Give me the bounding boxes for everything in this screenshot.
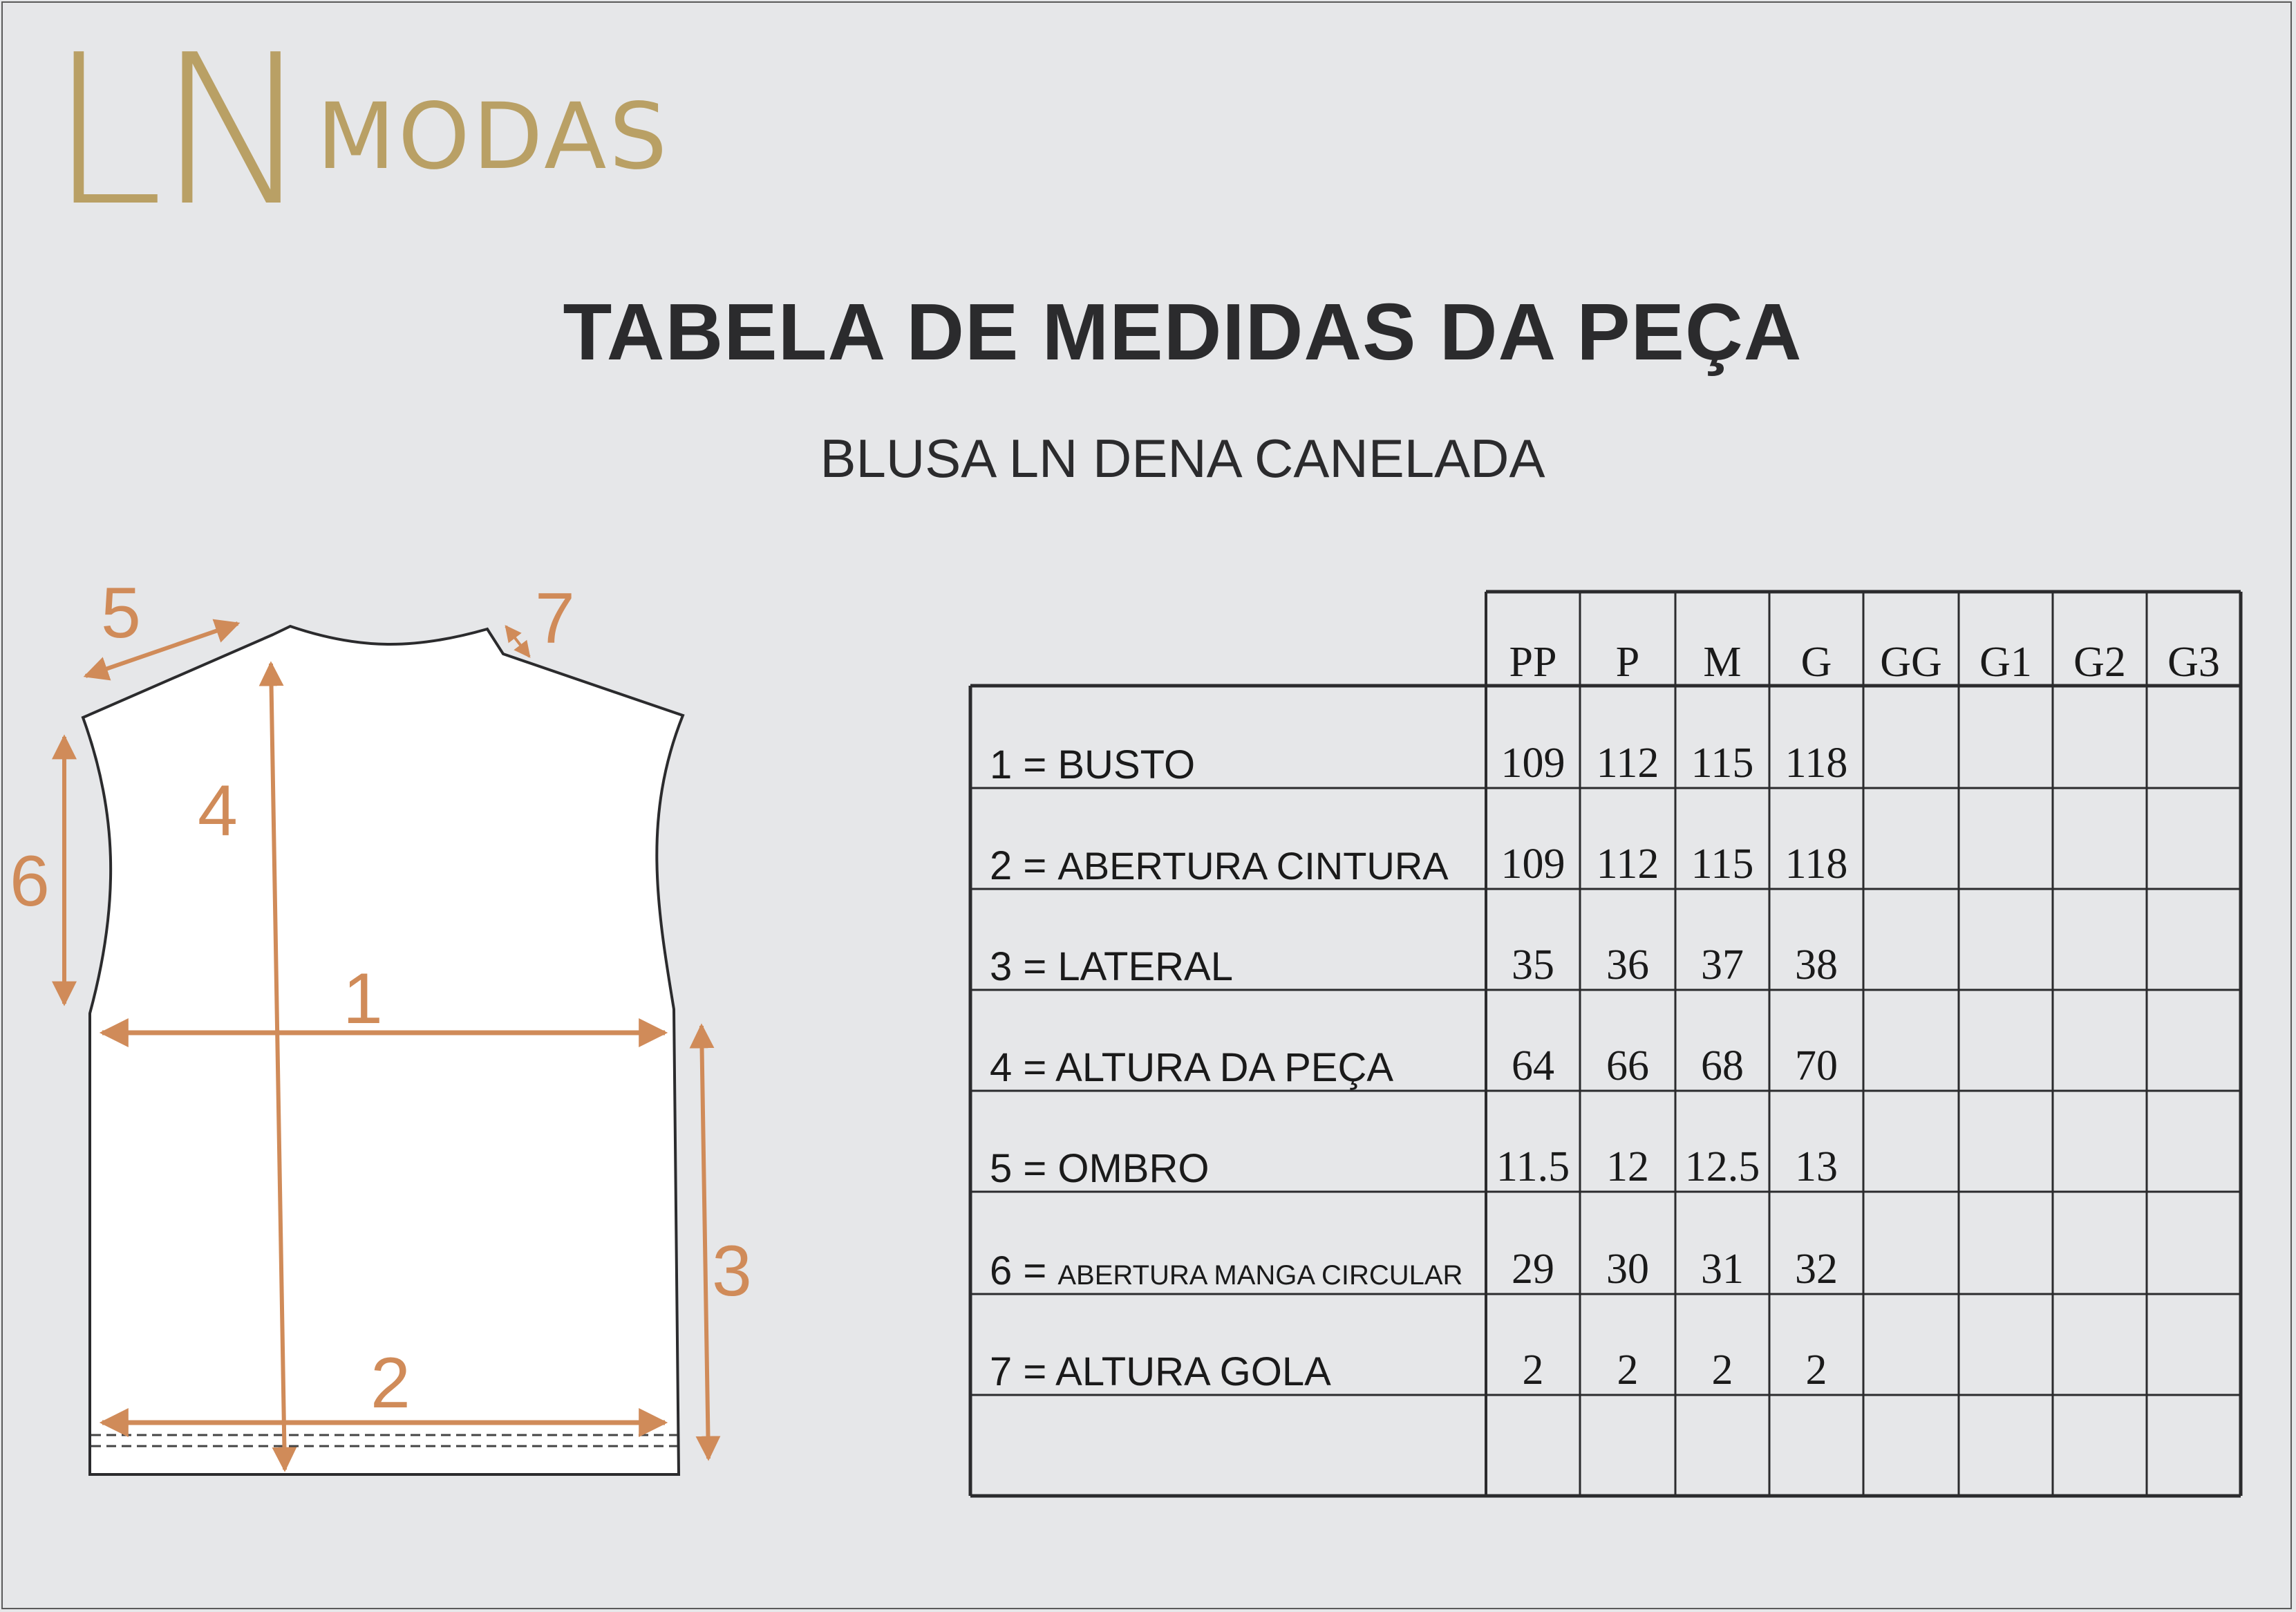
measure-label-7: 7 [535,579,575,659]
table-cell: 66 [1606,1042,1649,1089]
row-name: BUSTO [1057,742,1196,787]
table-cell: 29 [1512,1246,1554,1293]
table-cell: 118 [1785,841,1848,888]
size-header-gg: GG [1880,639,1942,686]
row-number: 5 = [990,1146,1047,1191]
table-cell: 38 [1795,941,1838,988]
row-number: 3 = [990,944,1047,989]
measure-label-6: 6 [10,841,50,921]
size-header-g1: G1 [1979,639,2032,686]
table-cell: 115 [1691,841,1754,888]
page-title: TABELA DE MEDIDAS DA PEÇA [563,287,1803,377]
table-row-label [990,843,1449,888]
size-header-m: M [1703,639,1742,686]
row-name: ALTURA DA PEÇA [1055,1045,1394,1090]
size-header-g2: G2 [2073,639,2126,686]
table-cell: 118 [1785,740,1848,787]
table-cell: 2 [1805,1347,1827,1394]
table-row-label [990,1146,1210,1191]
row-number: 7 = [990,1349,1047,1394]
table-cell: 109 [1500,841,1565,888]
measure-label-5: 5 [101,573,141,653]
table-cell: 12.5 [1684,1143,1760,1190]
brand-logo-name: MODAS [317,84,670,190]
table-cell: 2 [1522,1347,1544,1394]
measure-label-1: 1 [343,959,383,1039]
table-cell: 64 [1512,1042,1554,1089]
size-header-pp: PP [1509,639,1557,686]
row-number: 2 = [990,843,1047,888]
table-cell: 37 [1701,941,1744,988]
row-number: 1 = [990,742,1047,787]
table-row-label [990,944,1233,989]
table-cell: 70 [1795,1042,1838,1089]
size-header-g3: G3 [2167,639,2220,686]
row-name: ABERTURA MANGA CIRCULAR [1057,1260,1463,1291]
brand-logo-initials: LN [48,10,305,252]
table-cell: 2 [1711,1347,1733,1394]
size-header-p: P [1615,639,1640,686]
row-number: 6 = [990,1248,1047,1293]
table-row-label [990,1349,1331,1394]
table-cell: 36 [1606,941,1649,988]
page-subtitle: BLUSA LN DENA CANELADA [820,428,1545,489]
table-cell: 68 [1701,1042,1744,1089]
measure-label-2: 2 [370,1343,411,1423]
measure-label-4: 4 [198,771,238,851]
table-cell: 31 [1701,1246,1744,1293]
table-cell: 109 [1500,740,1565,787]
row-name: OMBRO [1057,1146,1210,1191]
row-number: 4 = [990,1045,1047,1090]
table-cell: 115 [1691,740,1754,787]
table-row-label [990,742,1195,787]
measure-label-3: 3 [712,1231,752,1311]
size-header-g: G [1800,639,1832,686]
table-cell: 32 [1795,1246,1838,1293]
table-cell: 35 [1512,941,1554,988]
table-cell: 112 [1596,740,1659,787]
table-cell: 13 [1795,1143,1838,1190]
row-name: ABERTURA CINTURA [1057,844,1449,888]
row-name: ALTURA GOLA [1055,1349,1331,1394]
table-cell: 112 [1596,841,1659,888]
table-row-label [990,1045,1393,1090]
table-cell: 12 [1606,1143,1649,1190]
table-cell: 30 [1606,1246,1649,1293]
row-name: LATERAL [1057,944,1233,989]
table-cell: 11.5 [1496,1143,1570,1190]
table-row-label [990,1248,1462,1293]
table-cell: 2 [1617,1347,1639,1394]
